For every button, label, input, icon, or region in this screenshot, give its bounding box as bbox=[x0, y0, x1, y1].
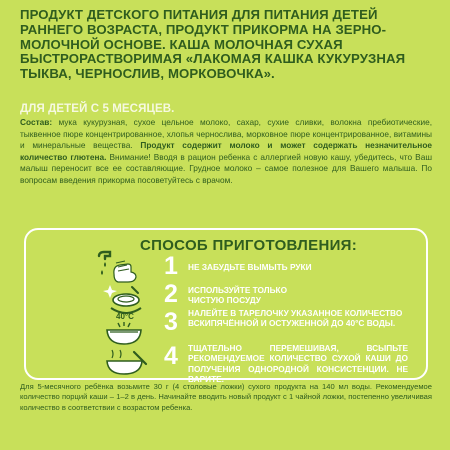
step-2-number: 2 bbox=[164, 280, 178, 308]
allergen-warning: Продукт содержит молоко и может содержать незначительное количество глютена. bbox=[20, 140, 432, 162]
temperature-label: 40°С bbox=[116, 312, 134, 321]
composition-label: Состав: bbox=[20, 117, 53, 127]
preparation-title: СПОСОБ ПРИГОТОВЛЕНИЯ: bbox=[140, 237, 358, 254]
step-4-text: ТЩАТЕЛЬНО ПЕРЕМЕШИВАЯ, ВСЫПЬТЕ РЕКОМЕНДУЕМОЕ КОЛИЧЕСТВО СУХОЙ КАШИ ДО ПОЛУЧЕНИЯ ОДНОРОДНОЙ КОНСИСТЕНЦИИ. НЕ ВАРИТЕ. bbox=[188, 343, 408, 385]
water-bowl-icon bbox=[104, 322, 144, 346]
age-line: ДЛЯ ДЕТЕЙ С 5 МЕСЯЦЕВ. bbox=[20, 103, 175, 115]
porridge-bowl-icon bbox=[104, 348, 148, 376]
composition-text bbox=[20, 117, 432, 187]
step-3-number: 3 bbox=[164, 308, 178, 336]
step-2-text: ИСПОЛЬЗУЙТЕ ТОЛЬКО ЧИСТУЮ ПОСУДУ bbox=[188, 285, 288, 306]
step-4-number: 4 bbox=[164, 342, 178, 370]
step-1-text: НЕ ЗАБУДЬТЕ ВЫМЫТЬ РУКИ bbox=[188, 262, 312, 272]
step-1-number: 1 bbox=[164, 252, 178, 280]
serving-note: Для 5-месячного ребёнка возьмите 30 г (4 столовые ложки) сухого продукта на 140 мл воды. Рекомендуемое количество порций каши – 1–2 в день. Начинайте вводить новый продукт с 1 чайной ложки, постепенно увеличивая количество в соответствии с возрастом ребенка. bbox=[20, 382, 432, 412]
clean-dishes-icon bbox=[102, 282, 142, 316]
hand-washing-icon bbox=[96, 250, 140, 284]
step-3-text: НАЛЕЙТЕ В ТАРЕЛОЧКУ УКАЗАННОЕ КОЛИЧЕСТВО ВСКИПЯЧЁННОЙ И ОСТУЖЕННОЙ ДО 40°С ВОДЫ. bbox=[188, 308, 403, 329]
composition-ingredients: мука кукурузная, сухое цельное молоко, сахар, сухие сливки, волокна пребиотические, тыквенное пюре концентрированное, хлопья чернослива, морковное пюре концентрированное, витамины и минеральные вещества. bbox=[20, 117, 432, 151]
product-title: ПРОДУКТ ДЕТСКОГО ПИТАНИЯ ДЛЯ ПИТАНИЯ ДЕТЕЙ РАННЕГО ВОЗРАСТА, ПРОДУКТ ПРИКОРМА НА ЗЕРНО-МОЛОЧНОЙ ОСНОВЕ. КАША МОЛОЧНАЯ СУХАЯ БЫСТРОРАСТВОРИМАЯ «ЛАКОМАЯ КАШКА КУКУРУЗНАЯ ТЫКВА, ЧЕРНОСЛИВ, МОРКОВОЧКА». bbox=[20, 7, 406, 82]
composition-advice: Внимание! Вводя в рацион ребенка с аллергией новую кашу, убедитесь, что Ваш малыш переносит все ее составляющие. Грудное молоко – самое полезное для Вашего малыша. По вопросам введения прикорма посоветуйтесь с врачом. bbox=[20, 151, 432, 185]
